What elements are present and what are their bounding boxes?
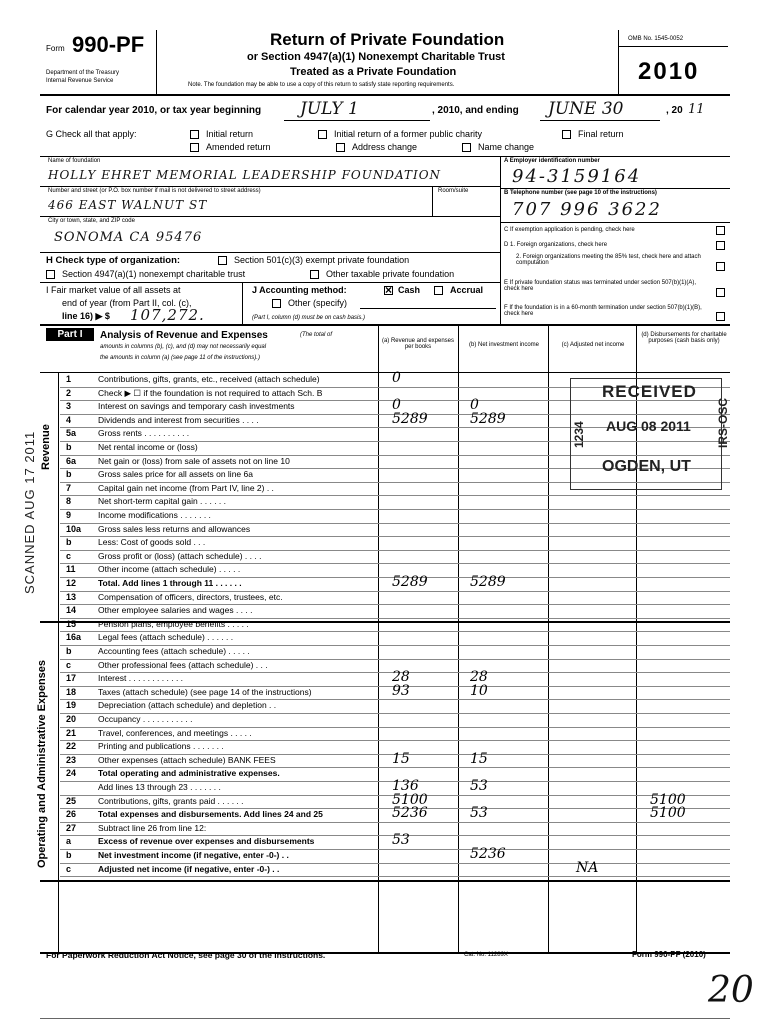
row-label: Contributions, gifts, grants paid . . . . . . bbox=[98, 795, 244, 806]
row-number: c bbox=[66, 863, 72, 874]
row-label: Check ▶ ☐ if the foundation is not required to attach Sch. B bbox=[98, 387, 323, 398]
row-label: Printing and publications . . . . . . . bbox=[98, 741, 224, 752]
row-value-col-a: 53 bbox=[392, 832, 410, 849]
tax-year-end: JUNE 30 bbox=[548, 99, 624, 119]
c-label: C If exemption application is pending, check here bbox=[504, 227, 635, 233]
row-value-col-a: 28 bbox=[392, 669, 410, 686]
g-label: G Check all that apply: bbox=[46, 129, 137, 139]
row-number: 1 bbox=[66, 374, 72, 384]
accrual-label: Accrual bbox=[450, 285, 484, 295]
row-number: b bbox=[66, 537, 72, 548]
d1-label: D 1. Foreign organizations, check here bbox=[504, 242, 608, 248]
received-date-stamp: AUG 08 2011 bbox=[606, 418, 691, 434]
row-value-col-a: 136 bbox=[392, 778, 419, 794]
city-label: City or town, state, and ZIP code bbox=[48, 218, 135, 224]
row-number: a bbox=[66, 836, 72, 847]
row-label: Pension plans, employee benefits . . . . . bbox=[98, 618, 249, 629]
row-value-col-a: 5289 bbox=[392, 410, 428, 427]
section-4947-checkbox[interactable] bbox=[46, 270, 55, 279]
row-number: 17 bbox=[66, 673, 77, 684]
section-4947-label: Section 4947(a)(1) nonexempt charitable trust bbox=[62, 269, 246, 279]
row-value-col-b: 10 bbox=[470, 682, 488, 699]
row-label: Other income (attach schedule) . . . . . bbox=[98, 564, 241, 575]
cash-label: Cash bbox=[398, 285, 421, 295]
row-number: 25 bbox=[66, 795, 77, 806]
row-label: Net gain or (loss) from sale of assets not on line 10 bbox=[98, 455, 290, 466]
row-label: Other employee salaries and wages . . . . bbox=[98, 605, 253, 616]
address-change-label: Address change bbox=[352, 142, 418, 152]
row-number: 14 bbox=[66, 605, 77, 616]
row-value-col-d: 5100 bbox=[650, 805, 686, 822]
subtitle1: or Section 4947(a)(1) Nonexempt Charitable Trust bbox=[247, 51, 505, 63]
row-value-col-a: 0 bbox=[392, 397, 401, 414]
other-method-checkbox[interactable] bbox=[272, 299, 281, 308]
row-value-col-a: 0 bbox=[392, 370, 401, 386]
row-number: 6a bbox=[66, 455, 77, 466]
row-label: Total expenses and disbursements. Add lines 24 and 25 bbox=[98, 809, 323, 820]
row-label: Adjusted net income (if negative, enter -0-) . . bbox=[98, 863, 280, 874]
row-label: Other expenses (attach schedule) BANK FEES bbox=[98, 754, 276, 765]
street-address: 466 EAST WALNUT ST bbox=[48, 198, 208, 212]
tax-year: 2010 bbox=[638, 58, 700, 85]
row-value-col-b: 53 bbox=[470, 805, 488, 822]
row-label: Taxes (attach schedule) (see page 14 of the instructions) bbox=[98, 686, 312, 697]
i-line2: end of year (from Part II, col. (c), bbox=[62, 298, 192, 308]
amended-return-checkbox[interactable] bbox=[190, 143, 199, 152]
j-note: (Part I, column (d) must be on cash basis.) bbox=[252, 315, 366, 321]
row-value-col-d: 5100 bbox=[650, 791, 686, 808]
row-label: Add lines 13 through 23 . . . . . . . bbox=[98, 782, 221, 792]
row-value-col-b: 5236 bbox=[470, 846, 506, 862]
ein-label: A Employer identification number bbox=[504, 158, 600, 164]
row-label: Less: Cost of goods sold . . . bbox=[98, 537, 206, 548]
room-label: Room/suite bbox=[438, 188, 469, 194]
d2-label: 2. Foreign organizations meeting the 85% test, check here and attach computation bbox=[516, 254, 701, 266]
cash-checkbox[interactable] bbox=[384, 286, 393, 295]
row-label: Gross profit or (loss) (attach schedule) . . . . bbox=[98, 550, 262, 561]
footer-paperwork: For Paperwork Reduction Act Notice, see page 30 of the instructions. bbox=[46, 950, 326, 960]
other-taxable-checkbox[interactable] bbox=[310, 270, 319, 279]
form-label: Form bbox=[46, 44, 65, 53]
address-change-checkbox[interactable] bbox=[336, 143, 345, 152]
row-value-col-b: 5289 bbox=[470, 574, 506, 590]
row-number: b bbox=[66, 646, 72, 656]
row-label: Contributions, gifts, grants, etc., received (attach schedule) bbox=[98, 374, 320, 384]
calendar-mid: , 2010, and ending bbox=[432, 105, 519, 116]
row-label: Gross sales less returns and allowances bbox=[98, 523, 251, 534]
row-value-col-b: 5289 bbox=[470, 410, 506, 427]
tax-year-begin: JULY 1 bbox=[300, 99, 359, 119]
foundation-name: HOLLY EHRET MEMORIAL LEADERSHIP FOUNDATION bbox=[48, 168, 442, 182]
row-label: Gross sales price for all assets on line 6a bbox=[98, 469, 253, 480]
stamp-side: IRS-OSC bbox=[716, 397, 730, 448]
part1-title-tail: (The total of bbox=[300, 332, 333, 338]
row-number: b bbox=[66, 469, 72, 480]
row-number: 3 bbox=[66, 401, 72, 412]
initial-return-label: Initial return bbox=[206, 129, 254, 139]
row-value-col-a: 5236 bbox=[392, 805, 428, 822]
row-label: Capital gain net income (from Part IV, line 2) . . bbox=[98, 482, 274, 493]
row-label: Net short-term capital gain . . . . . . bbox=[98, 496, 227, 507]
row-number: 24 bbox=[66, 768, 77, 779]
exemption-pending-checkbox[interactable] bbox=[716, 226, 725, 235]
fmv-value: 107,272. bbox=[130, 306, 205, 324]
row-value-col-b: 15 bbox=[470, 750, 488, 767]
row-label: Travel, conferences, and meetings . . . . . bbox=[98, 727, 252, 738]
city-state-zip: SONOMA CA 95476 bbox=[54, 230, 203, 245]
row-number: 21 bbox=[66, 727, 77, 738]
row-label: Interest . . . . . . . . . . . . bbox=[98, 673, 184, 684]
row-label: Dividends and interest from securities . . . . bbox=[98, 414, 259, 425]
row-label: Other professional fees (attach schedule) . . . bbox=[98, 659, 268, 670]
header-note: Note. The foundation may be able to use a copy of this return to satisfy state reporting requirements. bbox=[188, 82, 455, 88]
street-label: Number and street (or P.O. box number if mail is not delivered to street address) bbox=[48, 188, 261, 194]
final-return-label: Final return bbox=[578, 129, 624, 139]
omb-number: OMB No. 1545-0052 bbox=[628, 36, 684, 42]
row-label: Interest on savings and temporary cash investments bbox=[98, 401, 295, 412]
dept-line2: Internal Revenue Service bbox=[46, 78, 114, 84]
foreign-85-checkbox[interactable] bbox=[716, 262, 725, 271]
row-label: Net rental income or (loss) bbox=[98, 442, 198, 452]
col-b-header: (b) Net investment income bbox=[468, 342, 540, 348]
row-number: b bbox=[66, 850, 72, 860]
row-value-col-a: 5100 bbox=[392, 791, 428, 808]
page-title: Return of Private Foundation bbox=[270, 30, 505, 49]
row-value-col-b: 0 bbox=[470, 397, 479, 414]
row-value-col-b: 53 bbox=[470, 778, 488, 794]
page-mark: 20 bbox=[708, 970, 754, 1011]
row-number: 11 bbox=[66, 564, 76, 575]
amended-return-label: Amended return bbox=[206, 142, 271, 152]
row-number: 4 bbox=[66, 414, 72, 425]
row-number: 18 bbox=[66, 686, 77, 697]
name-label: Name of foundation bbox=[48, 158, 101, 164]
row-number: 7 bbox=[66, 482, 72, 493]
accrual-checkbox[interactable] bbox=[434, 286, 443, 295]
stamp-code: 1234 bbox=[572, 421, 586, 448]
end-year: 11 bbox=[688, 102, 705, 117]
row-number: 15 bbox=[66, 618, 77, 629]
row-value-col-a: 15 bbox=[392, 750, 410, 767]
phone-value: 707 996 3622 bbox=[512, 199, 662, 220]
name-change-label: Name change bbox=[478, 142, 535, 152]
row-label: Compensation of officers, directors, trustees, etc. bbox=[98, 591, 283, 602]
col-c-header: (c) Adjusted net income bbox=[561, 342, 625, 348]
row-label: Occupancy . . . . . . . . . . . bbox=[98, 714, 193, 724]
e-label: E If private foundation status was terminated under section 507(b)(1)(A), check here bbox=[504, 280, 697, 292]
row-label: Excess of revenue over expenses and disbursements bbox=[98, 836, 315, 847]
row-number: 10a bbox=[66, 523, 82, 534]
row-value-col-b: 28 bbox=[470, 669, 488, 686]
final-return-checkbox[interactable] bbox=[562, 130, 571, 139]
section-501c3-checkbox[interactable] bbox=[218, 256, 227, 265]
i-line3: line 16) ▶ $ bbox=[62, 311, 110, 321]
part1-tag: Part I bbox=[46, 328, 94, 341]
row-label: Total. Add lines 1 through 11 . . . . . . bbox=[98, 578, 242, 588]
footer-cat: Cat. No. 11289X bbox=[464, 952, 508, 958]
revenue-side-label: Revenue bbox=[40, 424, 52, 470]
row-number: 27 bbox=[66, 822, 77, 833]
row-number: c bbox=[66, 550, 72, 561]
terminated-checkbox[interactable] bbox=[716, 288, 725, 297]
row-number: c bbox=[66, 659, 72, 670]
part1-title: Analysis of Revenue and Expenses bbox=[100, 330, 268, 341]
h-label: H Check type of organization: bbox=[46, 255, 181, 266]
row-number: b bbox=[66, 442, 72, 452]
form-number: 990-PF bbox=[72, 32, 145, 57]
row-label: Income modifications . . . . . . . bbox=[98, 510, 211, 520]
phone-label: B Telephone number (see page 10 of the instructions) bbox=[504, 190, 657, 196]
calendar-tail: , 20 bbox=[666, 105, 683, 116]
part1-desc2: the amounts in column (a) (see page 11 of the instructions).) bbox=[100, 355, 260, 361]
row-number: 22 bbox=[66, 741, 77, 752]
row-number: 8 bbox=[66, 496, 72, 507]
col-d-header: (d) Disbursements for charitable purposes (cash basis only) bbox=[641, 332, 727, 344]
name-change-checkbox[interactable] bbox=[462, 143, 471, 152]
calendar-label: For calendar year 2010, or tax year beginning bbox=[46, 105, 262, 116]
row-number: 13 bbox=[66, 591, 77, 602]
row-number: 9 bbox=[66, 510, 72, 520]
row-label: Gross rents . . . . . . . . . . bbox=[98, 428, 190, 439]
i-line1: I Fair market value of all assets at bbox=[46, 285, 181, 295]
section-501c3-label: Section 501(c)(3) exempt private foundation bbox=[234, 255, 410, 265]
row-label: Depreciation (attach schedule) and depletion . . bbox=[98, 700, 277, 711]
row-number: 2 bbox=[66, 387, 72, 398]
row-label: Total operating and administrative expenses. bbox=[98, 768, 280, 779]
f-label: F If the foundation is in a 60-month termination under section 507(b)(1)(B), check here bbox=[504, 305, 702, 317]
expenses-side-label: Operating and Administrative Expenses bbox=[36, 659, 48, 868]
row-label: Subtract line 26 from line 12: bbox=[98, 822, 207, 833]
initial-return-former-label: Initial return of a former public charity bbox=[334, 129, 483, 139]
footer-form: Form 990-PF (2010) bbox=[632, 950, 706, 959]
row-number: 19 bbox=[66, 700, 77, 711]
initial-return-checkbox[interactable] bbox=[190, 130, 199, 139]
other-method-label: Other (specify) bbox=[288, 298, 348, 308]
dept-line1: Department of the Treasury bbox=[46, 70, 120, 76]
initial-return-former-checkbox[interactable] bbox=[318, 130, 327, 139]
subtitle2: Treated as a Private Foundation bbox=[290, 66, 457, 78]
j-label: J Accounting method: bbox=[252, 285, 347, 295]
row-value-col-a: 93 bbox=[392, 682, 410, 699]
other-taxable-label: Other taxable private foundation bbox=[326, 269, 455, 279]
row-label: Legal fees (attach schedule) . . . . . . bbox=[98, 632, 234, 643]
row-label: Accounting fees (attach schedule) . . . . . bbox=[98, 646, 250, 656]
foreign-org-checkbox[interactable] bbox=[716, 241, 725, 250]
row-number: 16a bbox=[66, 632, 82, 643]
part1-desc1: amounts in columns (b), (c), and (d) may not necessarily equal bbox=[100, 344, 267, 350]
ein-value: 94-3159164 bbox=[512, 166, 642, 187]
row-number: 20 bbox=[66, 714, 77, 724]
col-a-header: (a) Revenue and expenses per books bbox=[381, 338, 455, 350]
row-number: 23 bbox=[66, 754, 77, 765]
row-number: 12 bbox=[66, 578, 77, 588]
row-value-col-a: 5289 bbox=[392, 574, 428, 590]
sixty-month-checkbox[interactable] bbox=[716, 312, 725, 321]
scanned-stamp: SCANNED AUG 17 2011 bbox=[22, 430, 37, 594]
received-stamp: RECEIVED bbox=[602, 382, 697, 401]
row-number: 26 bbox=[66, 809, 77, 820]
row-27c-col-c: NA bbox=[576, 859, 599, 876]
received-city-stamp: OGDEN, UT bbox=[602, 458, 691, 475]
row-label: Net investment income (if negative, enter -0-) . . bbox=[98, 850, 289, 860]
row-number: 5a bbox=[66, 428, 77, 439]
